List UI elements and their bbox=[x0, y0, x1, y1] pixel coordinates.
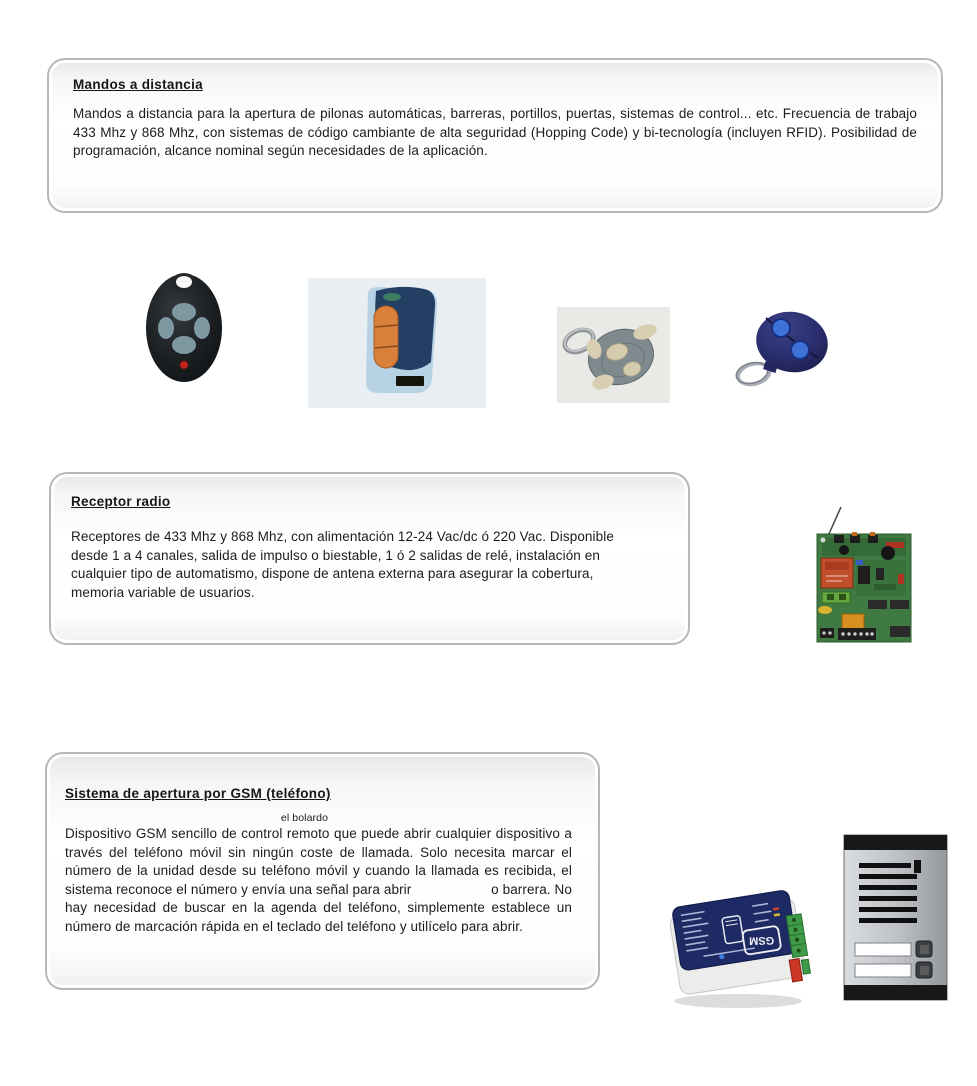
gsm-annotated-word: remoto bbox=[286, 826, 330, 841]
section-body-receptor: Receptores de 433 Mhz y 868 Mhz, con alimentación 12-24 Vac/dc ó 220 Vac. Disponible desde 1 a 4 canales, salida de impulso o biestable, 1 ó 2 salidas de relé, instalación en cualquier tipo de automatismo, dispone de antena externa para asegurar la cobertura, memoria variable de usuarios. bbox=[71, 529, 614, 600]
radio-receiver-pcb-image bbox=[812, 504, 916, 646]
remote-navy-2button-photo bbox=[718, 302, 842, 392]
remote-blue-orange-3button-photo bbox=[308, 278, 486, 408]
remote-navy-2button-image bbox=[718, 302, 842, 392]
remote-black-4button-photo bbox=[140, 266, 228, 386]
gsm-body-part3: o barrera. No hay necesidad de buscar en la agenda del teléfono, simplemente establece un número de marcación rápida en el teclado del teléfono y utilícelo para abrir. bbox=[65, 881, 572, 934]
remote-gray-keyfob-image bbox=[557, 307, 670, 403]
radio-receiver-pcb-photo bbox=[812, 504, 916, 646]
gsm-annotated-word-wrap bbox=[280, 812, 330, 841]
remote-gray-keyfob-photo bbox=[557, 307, 670, 403]
section-title-gsm: Sistema de apertura por GSM (teléfono) bbox=[65, 786, 331, 801]
gsm-control-module-photo bbox=[658, 874, 818, 1016]
remote-blue-orange-3button-image bbox=[308, 278, 486, 408]
section-mandos-a-distancia bbox=[47, 58, 943, 213]
gsm-module-label: GSM bbox=[749, 934, 775, 947]
section-receptor-radio bbox=[49, 472, 690, 645]
gsm-body-part1: Dispositivo GSM sencillo de control bbox=[65, 826, 283, 841]
section-title-receptor: Receptor radio bbox=[71, 494, 171, 509]
gsm-blank-gap bbox=[415, 893, 487, 894]
remote-black-4button-image bbox=[140, 266, 228, 386]
section-body-gsm bbox=[65, 812, 572, 936]
section-apertura-gsm bbox=[45, 752, 600, 990]
section-body-mandos: Mandos a distancia para la apertura de pilonas automáticas, barreras, portillos, puertas, sistemas de control... etc. Frecuencia de trabajo 433 Mhz y 868 Mhz, con sistemas de código cambiante de alta seguridad (Hopping Code) y bi-tecnología (incluyen RFID). Posibilidad de programación, alcance nominal según necesidades de la aplicación. bbox=[73, 106, 917, 158]
gsm-body-part2: que puede abrir cualquier dispositivo a través del teléfono móvil sin ningún coste de llamada. Solo necesita marcar el número de la unidad desde su teléfono móvil y cuando la llamada es recibida, el sistema reconoce el número y envía una señal para abrir bbox=[65, 826, 572, 897]
door-intercom-panel-image bbox=[843, 834, 948, 1001]
door-intercom-panel-photo bbox=[843, 834, 948, 1001]
gsm-control-module-image bbox=[658, 874, 818, 1016]
section-title-mandos: Mandos a distancia bbox=[73, 77, 203, 92]
gsm-handwritten-annotation: el bolardo bbox=[280, 812, 329, 824]
